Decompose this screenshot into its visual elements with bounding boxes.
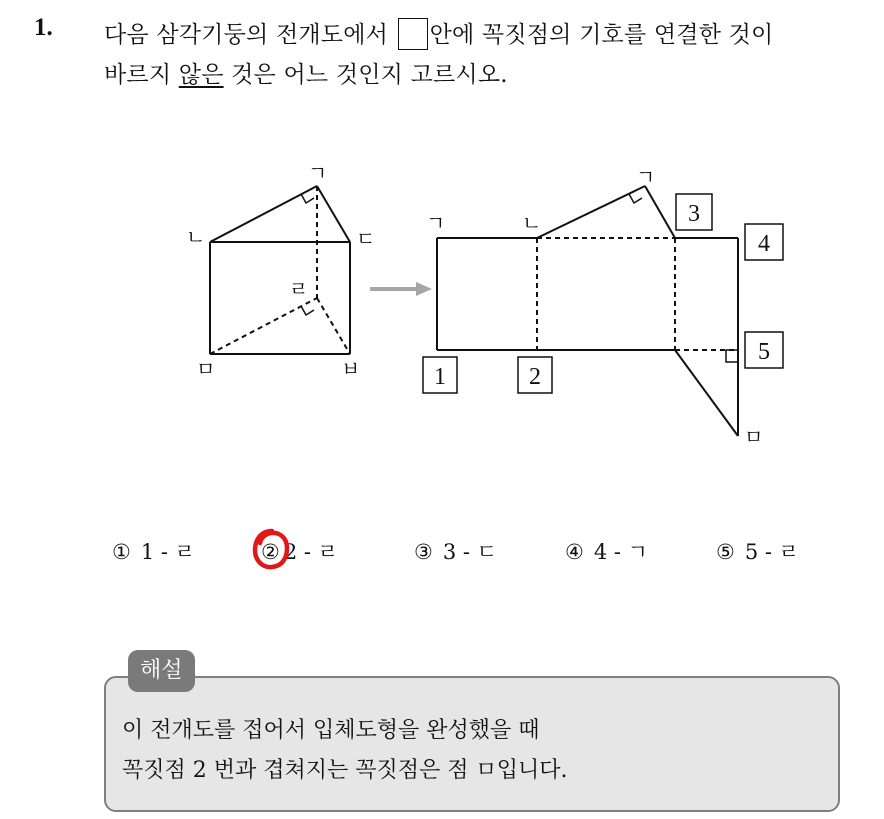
question-text-2b: 것은 어느 것인지 고르시오. [231,62,508,88]
arrow [370,282,432,296]
net-label-left-top: ㄱ [426,211,446,235]
choice-1[interactable] [112,536,195,566]
net-box-5 [745,332,783,368]
net-box-1-label: 1 [434,364,446,390]
net-box-3-label: 3 [688,201,700,227]
net-box-4 [745,224,783,260]
selection-circle-mark [252,527,290,571]
solution-tag: 해설 [128,650,195,692]
choice-3-text: 3 - ㄷ [442,540,497,564]
triangular-prism [210,186,350,354]
choice-3[interactable] [414,536,497,566]
question-text-after-blank: 안에 꼭짓점의 기호를 연결한 것이 [429,22,774,48]
choice-5-mark: ⑤ [716,540,735,564]
choice-5-text: 5 - ㄹ [744,540,799,564]
net-box-1 [423,357,457,393]
question-text-2a: 바르지 [104,62,172,88]
choice-1-text: 1 - ㄹ [140,540,195,564]
choice-4-text: 4 - ㄱ [593,540,648,564]
prism-label-left: ㄴ [186,225,206,249]
question-emphasis: 않은 [178,62,224,88]
net-box-4-label: 4 [758,231,770,257]
prism-label-bottom-right: ㅂ [341,357,361,381]
net-box-5-label: 5 [758,339,770,365]
net-box-2-label: 2 [529,364,541,390]
choice-3-mark: ③ [414,540,433,564]
prism-label-top: ㄱ [308,161,328,185]
prism-label-inner: ㄹ [289,277,309,301]
choice-4[interactable] [565,536,648,566]
choice-2-text: 2 - ㄹ [283,540,338,564]
question-text-before-blank: 다음 삼각기둥의 전개도에서 [104,22,389,48]
choice-4-mark: ④ [565,540,584,564]
choice-2-mark: ② [261,540,280,564]
question-number: 1. [34,14,53,41]
choice-5[interactable] [716,536,799,566]
solution-line-1: 이 전개도를 접어서 입체도형을 완성했을 때 [122,718,540,743]
net-label-bottom-tip: ㅁ [744,425,764,449]
net-box-2 [518,357,552,393]
solution-box [104,676,840,812]
net-label-apex: ㄱ [636,165,656,189]
solution-line-2: 꼭짓점 2 번과 겹쳐지는 꼭짓점은 점 ㅁ입니다. [122,758,568,783]
prism-label-right: ㄷ [356,227,376,251]
net-label-mid-top: ㄴ [522,211,542,235]
answer-choices [0,536,884,576]
choice-1-mark: ① [112,540,131,564]
net-box-3 [676,194,712,230]
prism-label-bottom-left: ㅁ [196,357,216,381]
